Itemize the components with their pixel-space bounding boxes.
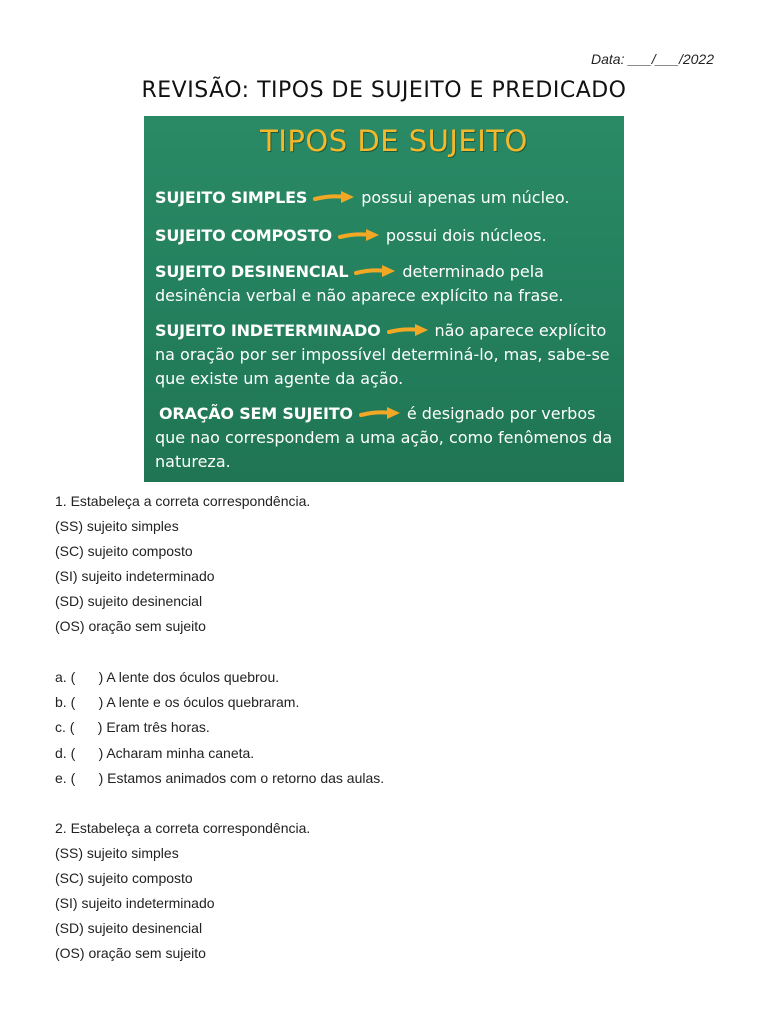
exercise-1-option: (SI) sujeito indeterminado [55,568,215,584]
entry-term: ORAÇÃO SEM SUJEITO [159,404,353,423]
arrow-right-icon [359,403,401,427]
board-title: TIPOS DE SUJEITO [260,124,528,158]
exercise-2-option: (SS) sujeito simples [55,845,179,861]
exercise-1-item: d. ( ) Acharam minha caneta. [55,745,255,761]
exercise-1-item: a. ( ) A lente dos óculos quebrou. [55,669,280,685]
entry-indeterminate-subject [155,319,617,390]
arrow-right-icon [338,225,380,249]
entry-term: SUJEITO INDETERMINADO [155,321,381,340]
exercise-2-prompt: 2. Estabeleça a correta correspondência. [55,820,311,836]
entry-definition: não aparece explícito na oração por ser impossível determiná-lo, mas, sabe-se que existe um agente da ação. [155,321,610,388]
entry-compound-subject [155,224,617,248]
exercise-1-item: e. ( ) Estamos animados com o retorno das aulas. [55,770,385,786]
exercise-2-option: (OS) oração sem sujeito [55,945,206,961]
exercise-2-option: (SI) sujeito indeterminado [55,895,215,911]
exercise-1-prompt: 1. Estabeleça a correta correspondência. [55,493,311,509]
entry-definition: determinado pela desinência verbal e não aparece explícito na frase. [155,262,564,306]
entry-no-subject-clause [155,402,617,473]
entry-term: SUJEITO SIMPLES [155,188,308,207]
entry-definition: possui dois núcleos. [385,226,547,245]
exercise-1-item: c. ( ) Eram três horas. [55,719,210,735]
arrow-right-icon [354,261,396,285]
entry-definition: é designado por verbos que nao correspondem a uma ação, como fenômenos da natureza. [155,404,613,471]
exercise-1-option: (SS) sujeito simples [55,518,179,534]
exercise-2-option: (SD) sujeito desinencial [55,920,203,936]
entry-term: SUJEITO DESINENCIAL [155,262,349,281]
subject-types-board [144,116,624,482]
exercise-1-option: (OS) oração sem sujeito [55,618,206,634]
arrow-right-icon [387,320,429,344]
exercise-1-item: b. ( ) A lente e os óculos quebraram. [55,694,300,710]
entry-desinential-subject [155,260,617,308]
date-field: Data: ___/___/2022 [591,51,714,67]
entry-definition: possui apenas um núcleo. [361,188,570,207]
exercise-2-option: (SC) sujeito composto [55,870,193,886]
exercise-1-option: (SD) sujeito desinencial [55,593,203,609]
entry-term: SUJEITO COMPOSTO [155,226,332,245]
exercise-1-option: (SC) sujeito composto [55,543,193,559]
arrow-right-icon [313,187,355,211]
entry-simple-subject [155,186,617,210]
page-title: REVISÃO: TIPOS DE SUJEITO E PREDICADO [141,78,627,103]
